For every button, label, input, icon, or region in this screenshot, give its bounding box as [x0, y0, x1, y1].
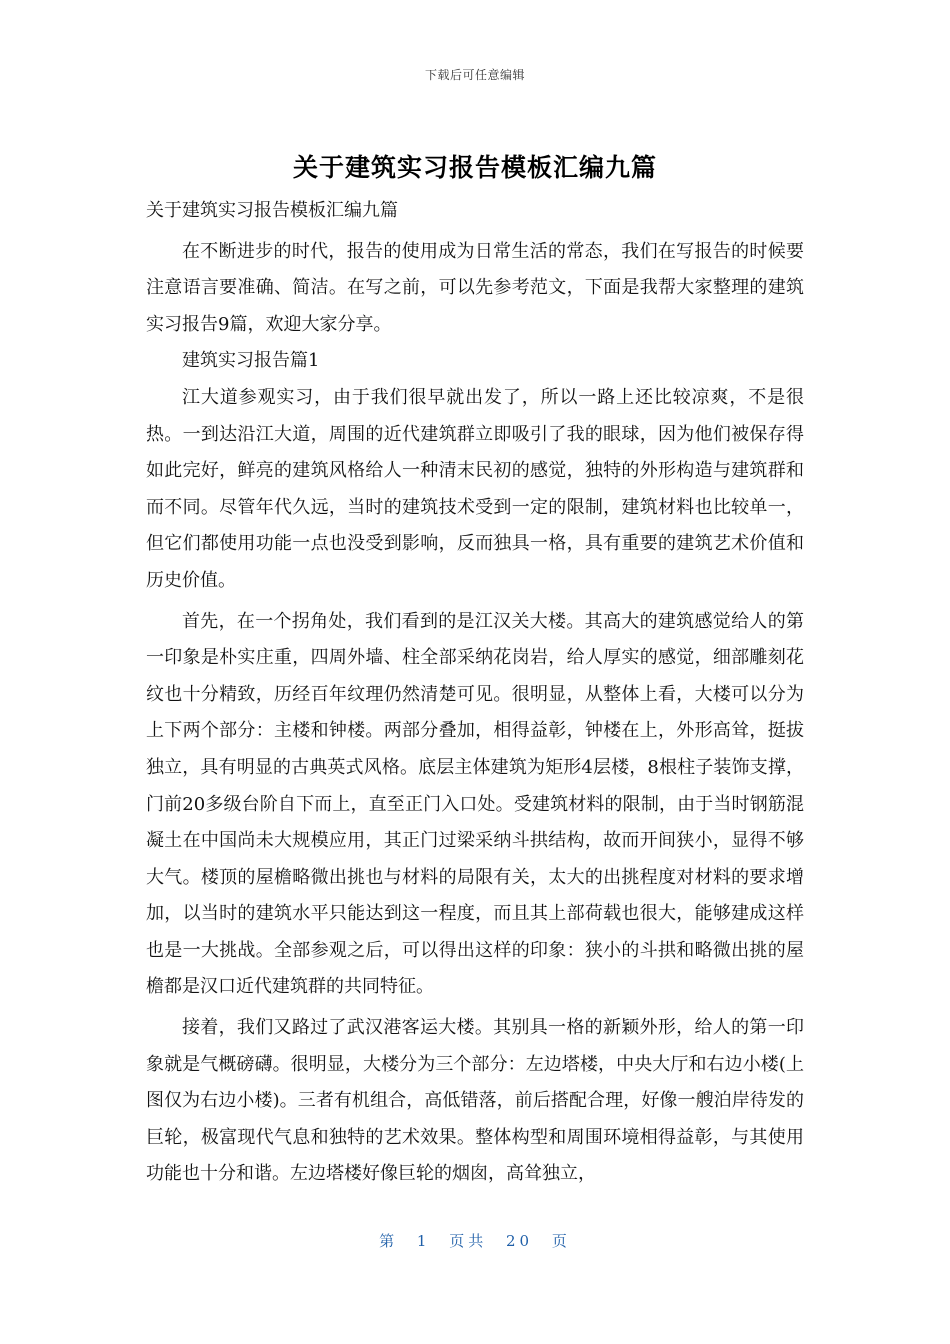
page-header: 下载后可任意编辑: [424, 68, 525, 82]
body-paragraph: 接着，我们又路过了武汉港客运大楼。其别具一格的新颖外形，给人的第一印象就是气概磅礴。很明显，大楼分为三个部分：左边塔楼，中央大厅和右边小楼(上图仅为右边小楼)。三者有机组合，高低错落，前后搭配合理，好像一艘泊岸待发的巨轮，极富现代气息和独特的艺术效果。整体构型和周围环境相得益彰，与其使用功能也十分和谐。左边塔楼好像巨轮的烟囱，高耸独立，: [146, 1017, 804, 1185]
document-title: 关于建筑实习报告模板汇编九篇: [292, 153, 657, 182]
page-number-footer: 第 1 页共 20 页: [379, 1232, 571, 1250]
intro-paragraph: 在不断进步的时代，报告的使用成为日常生活的常态，我们在写报告的时候要注意语言要准确、简洁。在写之前，可以先参考范文，下面是我帮大家整理的建筑实习报告9篇，欢迎大家分享。: [146, 240, 804, 335]
body-paragraph: 江大道参观实习，由于我们很早就出发了，所以一路上还比较凉爽，不是很热。一到达沿江大道，周围的近代建筑群立即吸引了我的眼球，因为他们被保存得如此完好，鲜亮的建筑风格给人一种清末民初的感觉，独特的外形构造与建筑群和而不同。尽管年代久远，当时的建筑技术受到一定的限制，建筑材料也比较单一，但它们都使用功能一点也没受到影响，反而独具一格，具有重要的建筑艺术价值和历史价值。: [146, 386, 804, 591]
document-body: [146, 193, 804, 1193]
body-paragraph: 首先，在一个拐角处，我们看到的是江汉关大楼。其高大的建筑感觉给人的第一印象是朴实庄重，四周外墙、柱全部采纳花岗岩，给人厚实的感觉，细部雕刻花纹也十分精致，历经百年纹理仍然清楚可见。很明显，从整体上看，大楼可以分为上下两个部分：主楼和钟楼。两部分叠加，相得益彰，钟楼在上，外形高耸，挺拔独立，具有明显的古典英式风格。底层主体建筑为矩形4层楼，8根柱子装饰支撑，门前20多级台阶自下而上，直至正门入口处。受建筑材料的限制，由于当时钢筋混凝土在中国尚未大规模应用，其正门过梁采纳斗拱结构，故而开间狭小，显得不够大气。楼顶的屋檐略微出挑也与材料的局限有关，太大的出挑程度对材料的要求增加，以当时的建筑水平只能达到这一程度，而且其上部荷载也很大，能够建成这样也是一大挑战。全部参观之后，可以得出这样的印象：狭小的斗拱和略微出挑的屋檐都是汉口近代建筑群的共同特征。: [146, 610, 804, 998]
section-heading: 建筑实习报告篇1: [182, 350, 320, 372]
document-subtitle: 关于建筑实习报告模板汇编九篇: [146, 200, 398, 221]
